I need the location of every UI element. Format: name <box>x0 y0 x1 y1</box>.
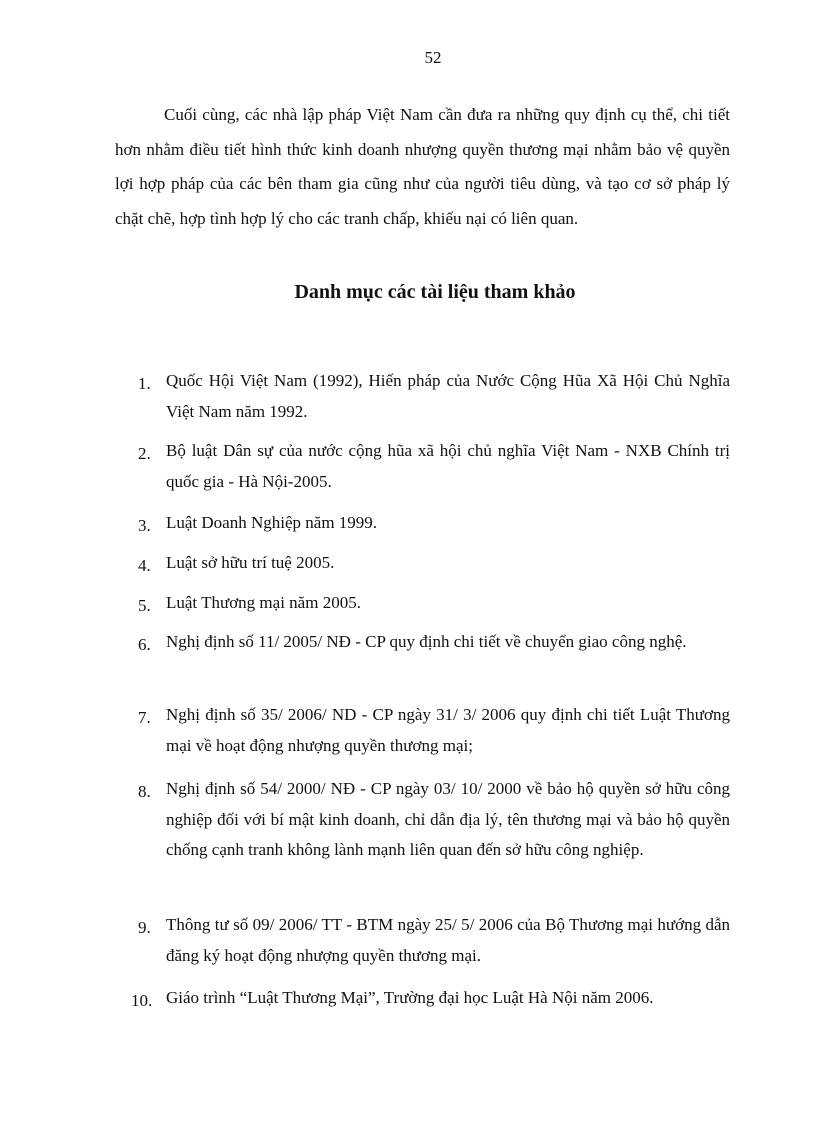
reference-text: Quốc Hội Việt Nam (1992), Hiến pháp của Nước Cộng Hũa Xã Hội Chủ Nghĩa Việt Nam năm 1992. <box>166 371 730 421</box>
reference-text: Nghị định số 11/ 2005/ NĐ - CP quy định chi tiết về chuyển giao công nghệ. <box>166 632 687 651</box>
references-heading: Danh mục các tài liệu tham khảo <box>294 281 576 303</box>
reference-text: Giáo trình “Luật Thương Mại”, Trường đại học Luật Hà Nội năm 2006. <box>166 988 654 1007</box>
page-number: 52 <box>424 48 442 67</box>
reference-number: 6. <box>138 635 151 654</box>
reference-number: 5. <box>138 596 151 615</box>
intro-paragraph: Cuối cùng, các nhà lập pháp Việt Nam cần đưa ra những quy định cụ thể, chi tiết hơn nhằm điều tiết hình thức kinh doanh nhượng quyền thương mại nhằm bảo vệ quyền lợi hợp pháp của các bên tham gia cũng như của người tiêu dùng, và tạo cơ sở pháp lý chặt chẽ, hợp tình hợp lý cho các tranh chấp, khiếu nại có liên quan. <box>115 105 730 228</box>
reference-text: Thông tư số 09/ 2006/ TT - BTM ngày 25/ 5/ 2006 của Bộ Thương mại hướng dẫn đăng ký hoạt động nhượng quyền thương mại. <box>166 915 730 965</box>
reference-number: 4. <box>138 556 151 575</box>
reference-number: 1. <box>138 374 151 393</box>
reference-text: Luật Doanh Nghiệp năm 1999. <box>166 513 378 532</box>
reference-number: 7. <box>138 708 151 727</box>
reference-number: 2. <box>138 444 151 463</box>
reference-number: 3. <box>138 516 151 535</box>
reference-number: 9. <box>138 918 151 937</box>
reference-number: 10. <box>131 991 153 1010</box>
reference-text: Luật sở hữu trí tuệ 2005. <box>166 553 335 572</box>
reference-number: 8. <box>138 782 151 801</box>
reference-text: Luật Thương mại năm 2005. <box>166 593 361 612</box>
reference-text: Nghị định số 54/ 2000/ NĐ - CP ngày 03/ 10/ 2000 về bảo hộ quyền sở hữu công nghiệp đối với bí mật kinh doanh, chỉ dẫn địa lý, tên thương mại và bảo hộ quyền chống cạnh tranh không lành mạnh liên quan đến sở hữu công nghiệp. <box>166 779 730 859</box>
reference-text: Nghị định số 35/ 2006/ ND - CP ngày 31/ 3/ 2006 quy định chi tiết Luật Thương mại về hoạt động nhượng quyền thương mại; <box>166 705 730 755</box>
reference-text: Bộ luật Dân sự của nước cộng hũa xã hội chủ nghĩa Việt Nam - NXB Chính trị quốc gia - Hà Nội-2005. <box>166 441 730 491</box>
